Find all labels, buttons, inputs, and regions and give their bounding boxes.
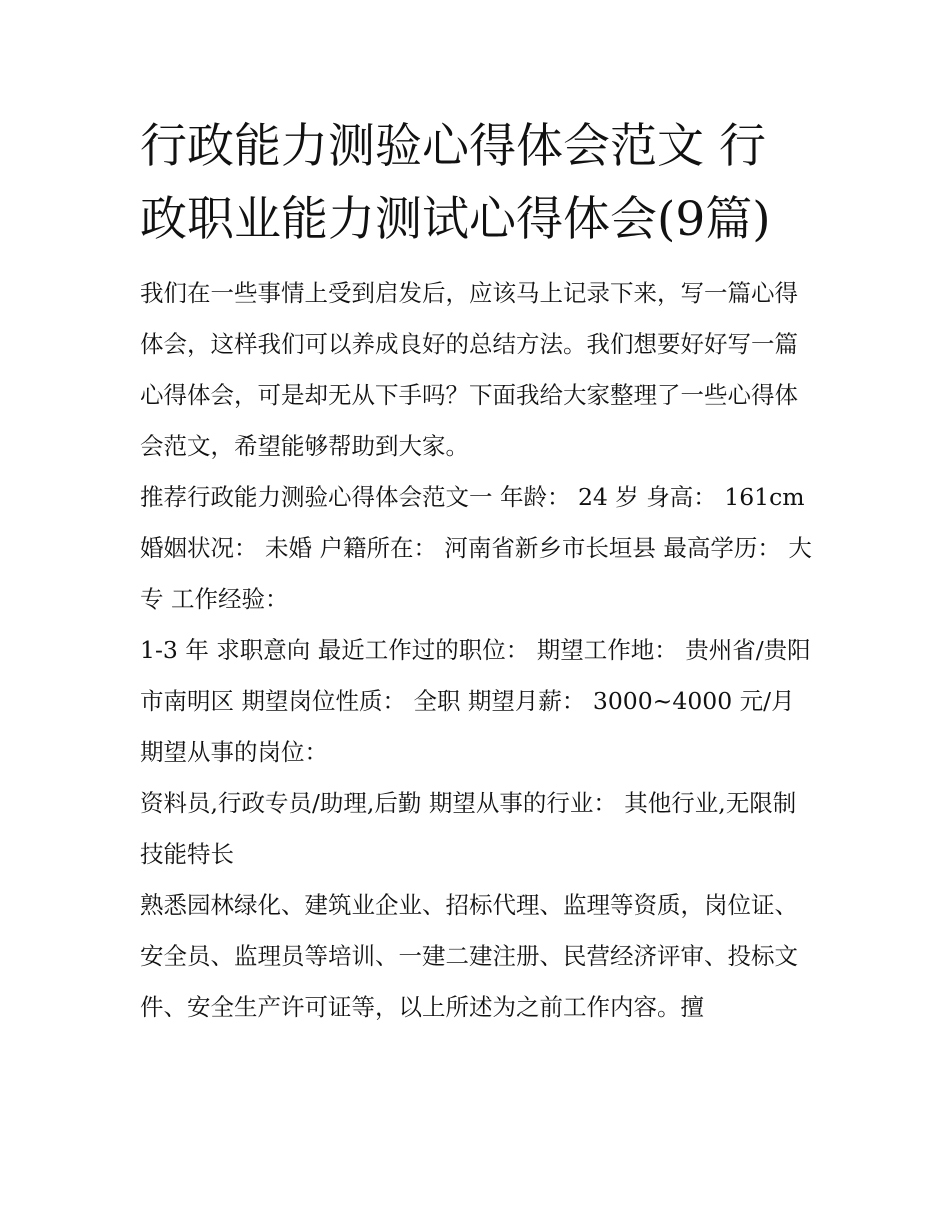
paragraph-intro: 我们在一些事情上受到启发后，应该马上记录下来，写一篇心得体会，这样我们可以养成良好的总结方法。我们想要好好写一篇心得体会，可是却无从下手吗？下面我给大家整理了一些心得体会范文，希望能够帮助到大家。 [140, 279, 798, 460]
paragraph-job-intent: 1-3 年 求职意向 最近工作过的职位： 期望工作地： 贵州省/贵阳市南明区 期望岗位性质： 全职 期望月薪： 3000~4000 元/月 期望从事的岗位： [140, 636, 811, 766]
paragraph-desired-roles: 资料员,行政专员/助理,后勤 期望从事的行业： 其他行业,无限制 技能特长 [140, 789, 797, 868]
document-title: 行政能力测验心得体会范文 行政职业能力测试心得体会(9篇) [140, 119, 771, 247]
document-page [140, 110, 812, 1033]
paragraph-skills: 熟悉园林绿化、建筑业企业、招标代理、监理等资质，岗位证、安全员、监理员等培训、一建二建注册、民营经济评审、投标文件、安全生产许可证等，以上所述为之前工作内容。擅 [140, 891, 798, 1021]
document-body [140, 268, 812, 1033]
paragraph-profile: 推荐行政能力测验心得体会范文一 年龄： 24 岁 身高： 161cm 婚姻状况： 未婚 户籍所在： 河南省新乡市长垣县 最高学历： 大专 工作经验： [140, 483, 812, 613]
